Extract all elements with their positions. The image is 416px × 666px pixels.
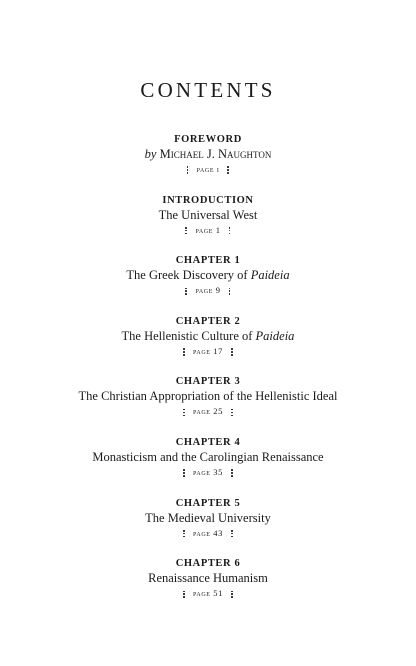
toc-entry-foreword[interactable] <box>0 133 416 194</box>
entry-label: CHAPTER 6 <box>175 558 241 570</box>
entry-page-ref <box>0 465 416 479</box>
dots-ornament <box>183 407 185 417</box>
entry-page-number: page 9 <box>195 285 221 296</box>
dots-ornament <box>231 589 233 599</box>
entry-page-number: page i <box>196 164 220 174</box>
dots-ornament <box>187 165 189 175</box>
entry-page-ref <box>0 586 416 600</box>
toc-list <box>0 133 416 618</box>
entry-title-text: Renaissance Humanism <box>148 571 268 586</box>
entry-title-text: The Greek Discovery of <box>126 268 251 283</box>
toc-entry-chapter-4[interactable] <box>0 436 416 497</box>
entry-title-emphasis: Paideia <box>255 328 295 343</box>
entry-page-ref <box>0 344 416 358</box>
dots-ornament <box>183 347 185 357</box>
entry-label: CHAPTER 3 <box>175 376 241 388</box>
entry-title-emphasis: Paideia <box>250 268 290 283</box>
entry-label: CHAPTER 4 <box>175 436 241 448</box>
toc-entry-chapter-5[interactable] <box>0 497 416 558</box>
entry-page-number: page 1 <box>195 224 221 235</box>
entry-byline <box>0 146 416 162</box>
entry-page-ref <box>0 283 416 297</box>
dots-ornament <box>231 468 233 478</box>
entry-page-ref <box>0 526 416 540</box>
entry-page-number: page 43 <box>193 527 223 538</box>
dots-ornament <box>185 226 187 236</box>
dots-ornament <box>231 347 233 357</box>
dots-ornament <box>231 407 233 417</box>
entry-label: FOREWORD <box>174 134 242 145</box>
entry-page-number: page 17 <box>193 345 223 356</box>
entry-title <box>0 449 416 465</box>
entry-page-number: page 35 <box>193 466 223 477</box>
dots-ornament <box>229 226 231 236</box>
entry-title <box>0 570 416 586</box>
entry-title <box>0 388 416 404</box>
toc-entry-chapter-6[interactable] <box>0 557 416 618</box>
entry-title-text: The Hellenistic Culture of <box>121 328 256 343</box>
entry-label: CHAPTER 1 <box>175 255 241 267</box>
toc-entry-chapter-1[interactable] <box>0 254 416 315</box>
dots-ornament <box>229 286 231 296</box>
entry-title-text: The Medieval University <box>145 510 271 525</box>
entry-page-number: page 25 <box>193 406 223 417</box>
dots-ornament <box>185 286 187 296</box>
entry-page-number: page 51 <box>193 588 223 599</box>
toc-entry-chapter-2[interactable] <box>0 315 416 376</box>
page-title: CONTENTS <box>140 78 276 102</box>
entry-page-ref <box>0 162 416 176</box>
entry-label: CHAPTER 5 <box>175 497 241 509</box>
dots-ornament <box>183 529 185 539</box>
byline-by: by <box>144 147 157 161</box>
entry-title-text: Monasticism and the Carolingian Renaissance <box>92 449 324 464</box>
dots-ornament <box>183 589 185 599</box>
dots-ornament <box>183 468 185 478</box>
entry-title <box>0 267 416 283</box>
entry-page-ref <box>0 404 416 418</box>
entry-label: INTRODUCTION <box>162 194 254 206</box>
byline-author: Michael J. Naughton <box>159 147 272 161</box>
toc-entry-chapter-3[interactable] <box>0 375 416 436</box>
entry-title-text: The Christian Appropriation of the Hellenistic Ideal <box>78 389 338 404</box>
entry-title: The Universal West <box>158 207 258 222</box>
toc-entry-introduction[interactable] <box>0 194 416 255</box>
entry-title <box>0 510 416 526</box>
dots-ornament <box>231 529 233 539</box>
entry-label: CHAPTER 2 <box>175 315 241 327</box>
dots-ornament <box>227 165 229 175</box>
entry-title <box>0 328 416 344</box>
entry-page-ref <box>0 223 416 237</box>
